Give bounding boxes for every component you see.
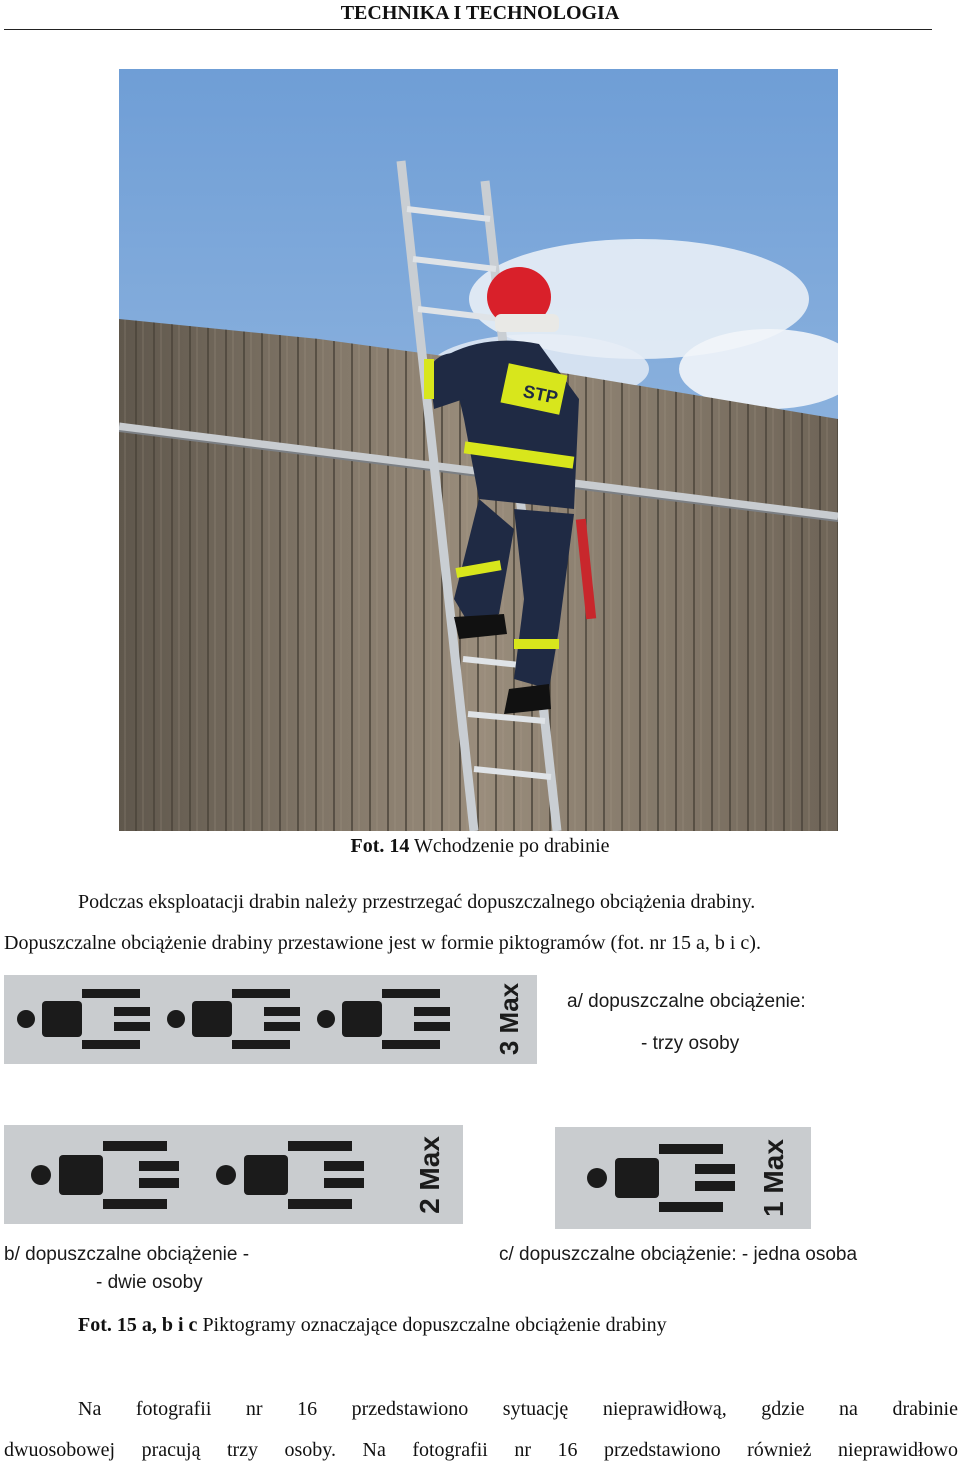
pictogram-b-graphic bbox=[4, 1125, 463, 1224]
figure-15-caption-label: Fot. 15 a, b i c bbox=[78, 1314, 198, 1336]
person-icon bbox=[216, 1141, 364, 1209]
header-rule bbox=[4, 29, 932, 30]
person-icon bbox=[587, 1144, 735, 1212]
person-icon bbox=[31, 1141, 179, 1209]
figure-15-caption bbox=[78, 1313, 948, 1337]
pictogram-b-sign-text: 2 Max bbox=[414, 1136, 445, 1214]
paragraph-1-line-1: Podczas eksploatacji drabin należy przestrzegać dopuszczalnego obciążenia drabiny. bbox=[78, 891, 756, 913]
figure-15-caption-text: Piktogramy oznaczające dopuszczalne obciążenie drabiny bbox=[197, 1314, 667, 1336]
pictogram-a-caption-line-1: a/ dopuszczalne obciążenie: bbox=[567, 991, 806, 1012]
pictogram-two-persons bbox=[4, 1125, 463, 1224]
paragraph-1-line-2: Dopuszczalne obciążenie drabiny przestawione jest w formie piktogramów (fot. nr 15 a, b i c). bbox=[4, 932, 761, 954]
person-icon bbox=[167, 989, 300, 1049]
page-header: TECHNIKA I TECHNOLOGIA bbox=[340, 2, 620, 24]
person-icon bbox=[317, 989, 450, 1049]
paragraph-2-line-1: Na fotografii nr 16 przedstawiono sytuację nieprawidłową, gdzie na drabinie bbox=[78, 1398, 958, 1420]
pictogram-three-persons bbox=[4, 975, 537, 1064]
pictogram-a-caption-line-2: - trzy osoby bbox=[641, 1033, 740, 1054]
pictogram-one-person bbox=[555, 1127, 811, 1229]
pictogram-a-sign-text: 3 Max bbox=[494, 982, 524, 1056]
paragraph-2-line-2: dwuosobowej pracują trzy osoby. Na fotografii nr 16 przedstawiono również nieprawidłowo bbox=[4, 1439, 958, 1461]
pictogram-c-sign-text: 1 Max bbox=[758, 1139, 789, 1217]
pictogram-a-graphic bbox=[4, 975, 537, 1064]
photo-14-caption-text: Wchodzenie po drabinie bbox=[409, 835, 610, 857]
photo-14-caption bbox=[0, 834, 960, 858]
pictogram-b-caption-line-2: - dwie osoby bbox=[96, 1272, 203, 1293]
pictogram-c-caption: c/ dopuszczalne obciążenie: - jedna osoba bbox=[499, 1244, 858, 1265]
pictogram-c-graphic bbox=[555, 1127, 811, 1229]
photo-illustration bbox=[119, 69, 838, 831]
photo-firefighter-climbing-ladder bbox=[119, 69, 838, 831]
pictogram-b-caption-line-1: b/ dopuszczalne obciążenie - bbox=[4, 1244, 250, 1265]
person-icon bbox=[17, 989, 150, 1049]
jacket-text: STP bbox=[521, 381, 560, 408]
photo-14-caption-label: Fot. 14 bbox=[350, 835, 410, 857]
